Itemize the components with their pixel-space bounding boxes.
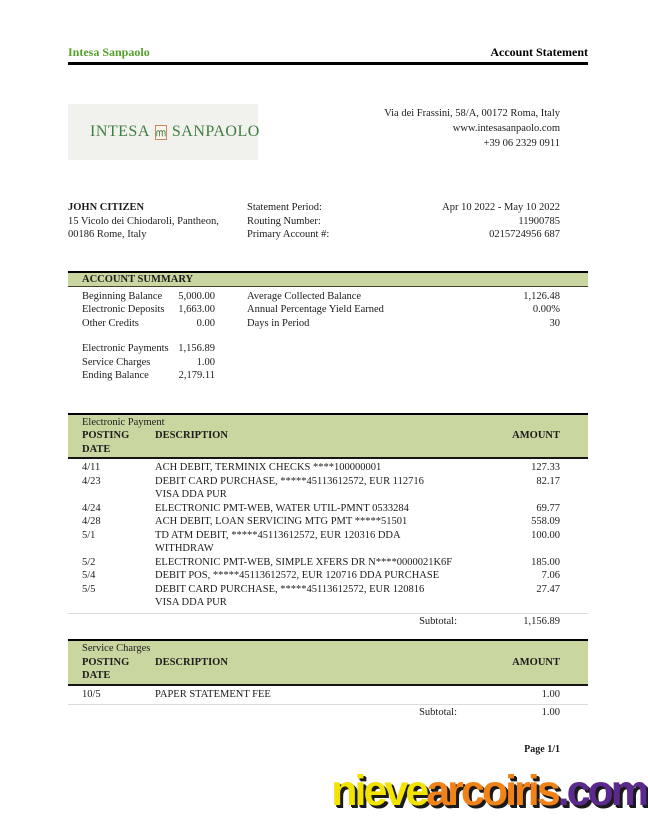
statement-info-block: [247, 201, 588, 242]
routing-number-value: 11900785: [518, 215, 560, 227]
document-header: [68, 45, 588, 65]
table-row: [82, 515, 560, 529]
summary-label: Other Credits: [82, 317, 139, 329]
summary-row: [247, 303, 588, 317]
col-description: DESCRIPTION: [155, 656, 228, 668]
cell-posting-date: 10/5: [82, 688, 101, 700]
table-row: [82, 583, 560, 610]
cell-description: DEBIT POS, *****45113612572, EUR 120716 DDA PURCHASE: [155, 570, 440, 581]
routing-number-row: [247, 215, 588, 229]
summary-value: 1,156.89: [178, 343, 215, 354]
cell-amount: 100.00: [531, 529, 560, 541]
summary-right-column: [247, 290, 588, 383]
cell-description: TD ATM DEBIT, *****45113612572, EUR 120316 DDA WITHDRAW: [155, 529, 400, 554]
column-headers: [68, 429, 588, 456]
statement-period-label: Statement Period:: [247, 202, 322, 213]
column-headers: [68, 656, 588, 683]
summary-label: Beginning Balance: [82, 290, 163, 302]
cell-amount: 27.47: [536, 583, 560, 595]
routing-number-label: Routing Number:: [247, 215, 321, 227]
primary-account-row: [247, 228, 588, 242]
summary-label: Annual Percentage Yield Earned: [247, 304, 384, 315]
summary-value: 0.00: [196, 317, 215, 329]
summary-row: [82, 303, 215, 317]
logo-text-sanpaolo: SANPAOLO: [171, 123, 260, 140]
page-number: Page 1/1: [524, 743, 560, 755]
col-description: DESCRIPTION: [155, 430, 228, 441]
table-header: [68, 413, 588, 460]
bank-phone: +39 06 2329 0911: [483, 138, 560, 149]
summary-row: [82, 290, 215, 304]
summary-value: 0.00%: [532, 304, 560, 315]
cell-amount: 127.33: [531, 462, 560, 473]
cell-amount: 185.00: [531, 556, 560, 568]
customer-address-line2: 00186 Rome, Italy: [68, 229, 147, 240]
cell-description: PAPER STATEMENT FEE: [155, 688, 271, 700]
section-title: Electronic Payment: [82, 416, 165, 428]
cell-description-line2: VISA DDA PUR: [155, 597, 227, 608]
summary-label: Average Collected Balance: [247, 290, 362, 302]
section-title: Service Charges: [82, 643, 151, 654]
summary-row: [247, 290, 588, 304]
watermark-segment: .com: [557, 767, 646, 815]
col-posting-date: POSTING DATE: [82, 656, 130, 681]
page-content: [68, 45, 588, 755]
cell-description: DEBIT CARD PURCHASE, *****45113612572, EUR 120816 VISA DDA PUR: [155, 583, 457, 610]
bank-logo-icon: [155, 125, 167, 140]
col-posting-date: POSTING DATE: [82, 430, 130, 455]
cell-posting-date: 5/5: [82, 583, 96, 595]
summary-row: [82, 356, 215, 370]
summary-label: Ending Balance: [82, 370, 149, 381]
bank-brand-name: Intesa Sanpaolo: [68, 45, 150, 59]
cell-description-line2: VISA DDA PUR: [155, 489, 227, 500]
cell-amount: 7.06: [541, 570, 560, 581]
cell-posting-date: 5/2: [82, 556, 96, 568]
summary-value: 1,126.48: [523, 290, 560, 302]
summary-label: Electronic Deposits: [82, 304, 165, 315]
customer-address-line1: 15 Vicolo dei Chiodaroli, Pantheon,: [68, 215, 219, 227]
summary-row: [82, 317, 215, 331]
cell-description: ELECTRONIC PMT-WEB, SIMPLE XFERS DR N****0000021K6F: [155, 556, 453, 568]
table-row: [82, 529, 560, 556]
summary-value: 5,000.00: [178, 290, 215, 302]
cell-posting-date: 4/23: [82, 475, 101, 487]
aqueduct-icon: [156, 128, 166, 137]
subtotal-row: [68, 613, 588, 629]
logo-row: [68, 104, 588, 160]
cell-posting-date: 5/4: [82, 570, 96, 581]
watermark-segment: arcoiris: [426, 767, 558, 815]
table-row: [82, 556, 560, 570]
summary-left-column: [68, 290, 215, 383]
summary-value: 1,663.00: [178, 304, 215, 315]
table-row: [82, 569, 560, 583]
cell-description: DEBIT CARD PURCHASE, *****45113612572, EUR 112716 VISA DDA PUR: [155, 475, 457, 502]
account-summary-body: [68, 287, 588, 383]
summary-label: Service Charges: [82, 356, 151, 368]
bank-contact-block: [384, 104, 560, 160]
summary-group-spacer: [82, 330, 215, 342]
cell-amount: 69.77: [536, 502, 560, 514]
primary-account-label: Primary Account #:: [247, 229, 330, 240]
customer-name: JOHN CITIZEN: [68, 202, 145, 213]
cell-amount: 82.17: [536, 475, 560, 487]
logo-text-intesa: INTESA: [90, 123, 150, 140]
table-header: [68, 639, 588, 686]
subtotal-row: [68, 704, 588, 720]
subtotal-label: Subtotal:: [419, 707, 457, 718]
summary-value: 30: [549, 317, 560, 329]
summary-value: 1.00: [196, 356, 215, 368]
summary-label: Days in Period: [247, 317, 310, 329]
table-body: [68, 686, 588, 703]
table-row: [82, 502, 560, 516]
summary-row: [82, 369, 215, 383]
col-amount: AMOUNT: [512, 656, 560, 668]
table-row: [82, 688, 560, 702]
statement-period-row: [247, 201, 588, 215]
customer-block: [68, 201, 247, 242]
bank-address: Via dei Frassini, 58/A, 00172 Roma, Italy: [384, 108, 560, 119]
cell-posting-date: 5/1: [82, 529, 96, 541]
watermark-site-name: [331, 767, 646, 816]
primary-account-value: 0215724956 687: [489, 229, 560, 240]
document-title: Account Statement: [490, 45, 588, 59]
col-amount: AMOUNT: [512, 430, 560, 441]
watermark-segment: nieve: [331, 767, 427, 815]
subtotal-label: Subtotal:: [419, 615, 457, 627]
summary-row: [247, 317, 588, 331]
bank-logo: [68, 104, 258, 160]
bank-website: www.intesasanpaolo.com: [452, 123, 560, 134]
service-charges-section: [68, 639, 588, 720]
cell-description: ACH DEBIT, TERMINIX CHECKS ****100000001: [155, 462, 382, 473]
subtotal-value: 1.00: [541, 707, 560, 718]
summary-value: 2,179.11: [178, 370, 215, 381]
account-info-row: [68, 201, 588, 242]
cell-description: ELECTRONIC PMT-WEB, WATER UTIL-PMNT 0533284: [155, 502, 409, 514]
cell-posting-date: 4/28: [82, 516, 101, 527]
cell-posting-date: 4/11: [82, 462, 101, 473]
table-row: [82, 461, 560, 475]
subtotal-value: 1,156.89: [523, 615, 560, 627]
table-body: [68, 459, 588, 611]
cell-posting-date: 4/24: [82, 502, 101, 514]
table-row: [82, 475, 560, 502]
electronic-payment-section: [68, 413, 588, 629]
account-summary-section: [68, 271, 588, 383]
summary-label: Electronic Payments: [82, 343, 169, 354]
statement-period-value: Apr 10 2022 - May 10 2022: [442, 202, 560, 213]
summary-row: [82, 342, 215, 356]
cell-amount: 1.00: [541, 688, 560, 700]
cell-amount: 558.09: [531, 516, 560, 527]
account-summary-title: ACCOUNT SUMMARY: [68, 271, 588, 287]
cell-description: ACH DEBIT, LOAN SERVICING MTG PMT *****51501: [155, 516, 408, 527]
